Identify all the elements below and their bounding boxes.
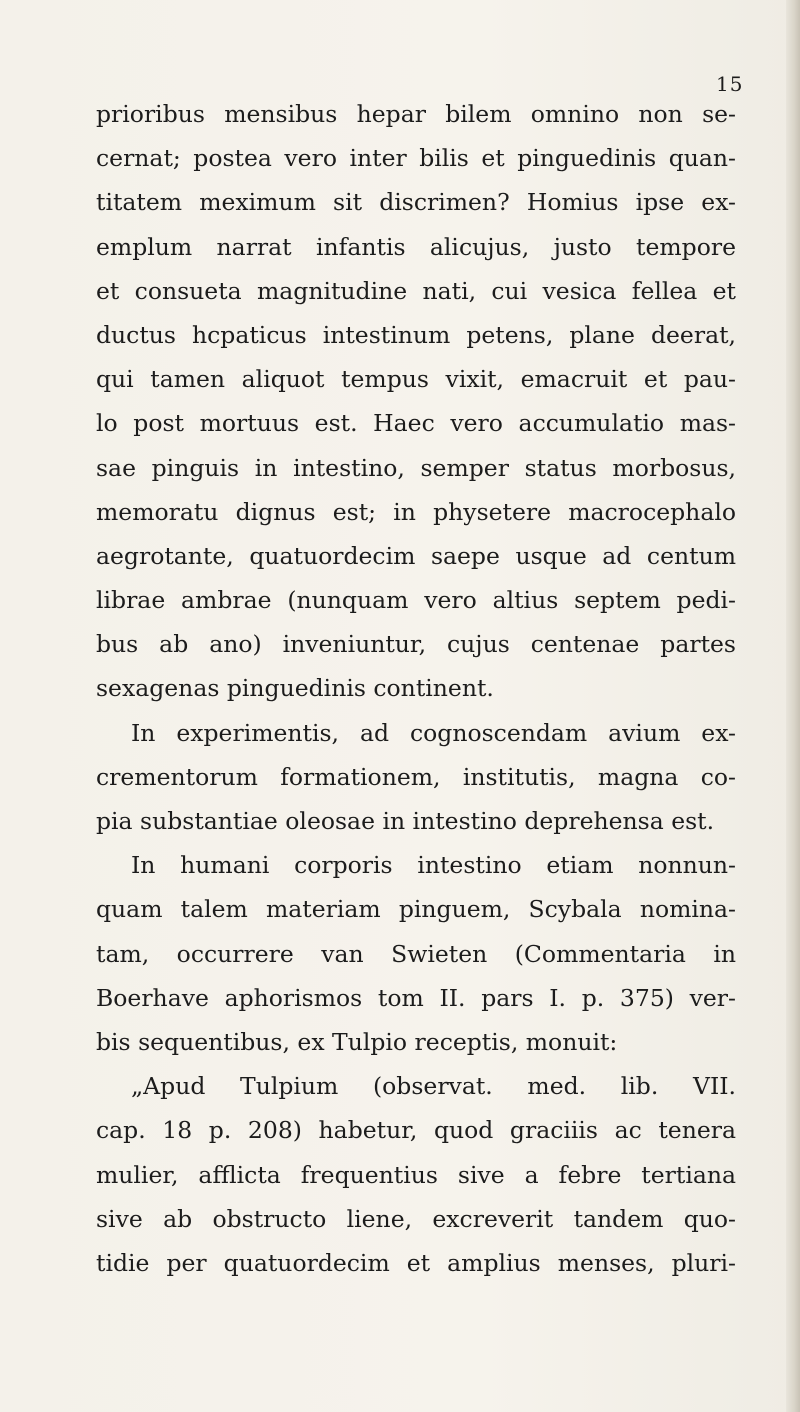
page-edge: [786, 0, 800, 1412]
text-line: prioribus mensibus hepar bilem omnino non se-: [96, 100, 736, 128]
text-line: crementorum formationem, institutis, magna co-: [96, 762, 736, 791]
text-line: titatem meximum sit discrimen? Homius ipse ex-: [96, 188, 736, 217]
text-line: qui tamen aliquot tempus vixit, emacruit et pau-: [96, 365, 736, 394]
text-line: librae ambrae (nunquam vero altius septem pedi-: [96, 586, 736, 615]
text-line: quam talem materiam pinguem, Scybala nomina-: [96, 895, 736, 924]
text-line: tidie per quatuordecim et amplius menses, pluri-: [96, 1248, 736, 1277]
text-line: et consueta magnitudine nati, cui vesica fellea et: [96, 276, 736, 305]
text-line: cernat; postea vero inter bilis et pinguedinis quan-: [96, 144, 736, 173]
text-line: Boerhave aphorismos tom II. pars I. p. 375) ver-: [96, 983, 736, 1012]
paragraph-start-line: In experimentis, ad cognoscendam avium ex-: [131, 718, 736, 747]
page-number: 15: [716, 72, 744, 96]
text-line: sive ab obstructo liene, excreverit tandem quo-: [96, 1204, 736, 1233]
text-line: emplum narrat infantis alicujus, justo tempore: [96, 232, 736, 261]
text-line: bis sequentibus, ex Tulpio receptis, monuit:: [96, 1027, 618, 1056]
text-line: sexagenas pinguedinis continent.: [96, 674, 494, 703]
text-line: mulier, afflicta frequentius sive a febre tertiana: [96, 1160, 736, 1189]
text-line: bus ab ano) inveniuntur, cujus centenae partes: [96, 630, 736, 659]
text-line: aegrotante, quatuordecim saepe usque ad centum: [96, 541, 736, 570]
text-line: tam, occurrere van Swieten (Commentaria in: [96, 939, 736, 968]
quote-start-line: „Apud Tulpium (observat. med. lib. VII.: [131, 1072, 736, 1101]
text-line: ductus hcpaticus intestinum petens, plane deerat,: [96, 320, 736, 349]
text-line: sae pinguis in intestino, semper status morbosus,: [96, 453, 736, 482]
text-line: memoratu dignus est; in physetere macrocephalo: [96, 497, 736, 526]
text-line: cap. 18 p. 208) habetur, quod graciiis ac tenera: [96, 1116, 736, 1145]
body-text: [96, 92, 736, 1285]
text-line: pia substantiae oleosae in intestino deprehensa est.: [96, 807, 715, 835]
paragraph-start-line: In humani corporis intestino etiam nonnun-: [131, 851, 736, 880]
text-line: lo post mortuus est. Haec vero accumulatio mas-: [96, 409, 736, 438]
